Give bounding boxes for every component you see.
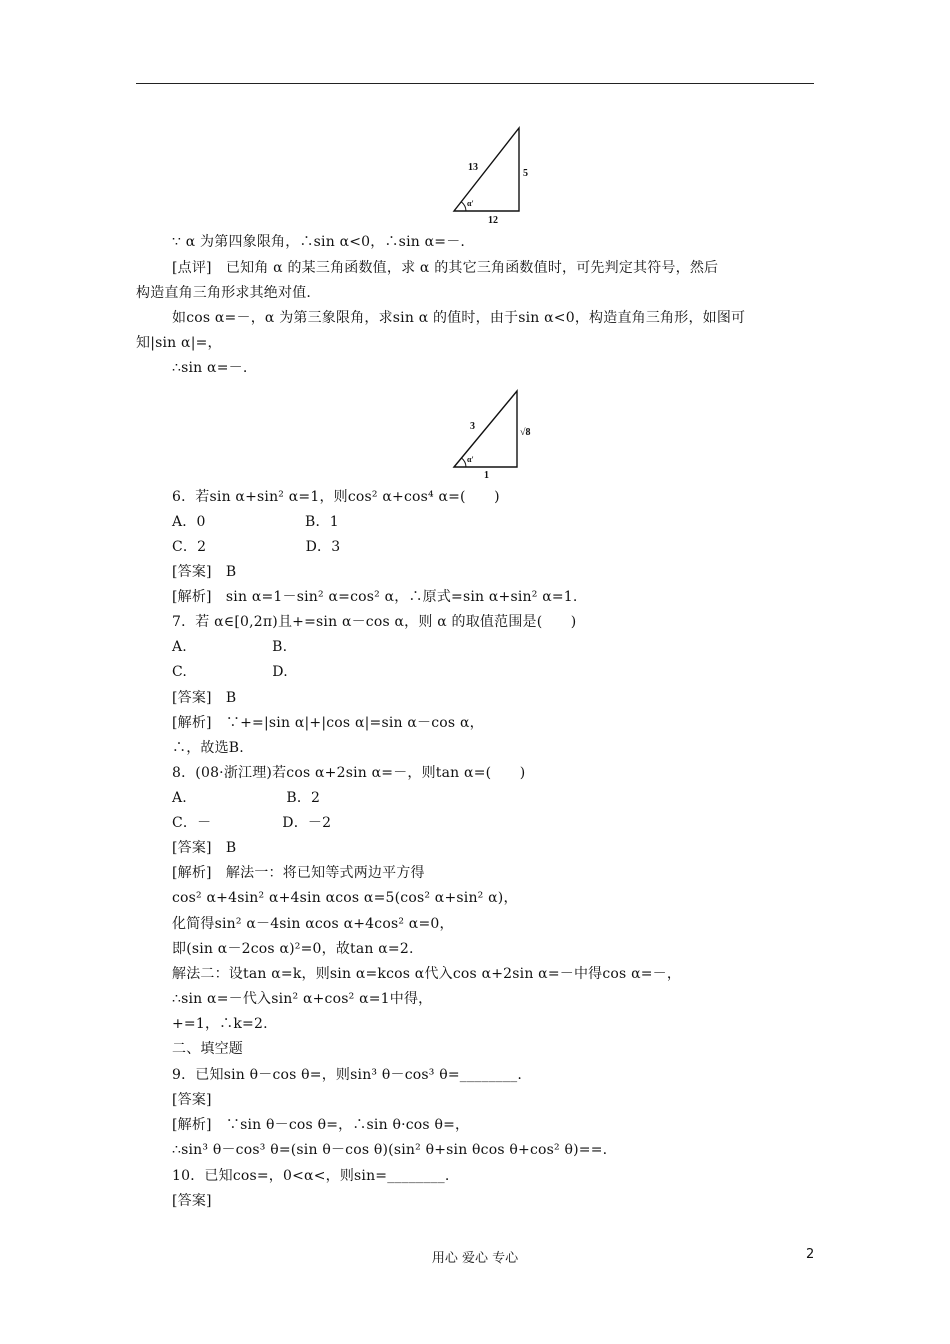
text-line: 8．(08·浙江理)若cos α+2sin α=－，则tan α=( ) xyxy=(172,765,526,781)
text-line: ∴sin α=－. xyxy=(172,360,248,376)
text-line: ∴sin³ θ－cos³ θ=(sin θ－cos θ)(sin² θ+sin θcos θ+cos² θ)==. xyxy=(172,1142,608,1158)
text-line: [解析] 解法一：将已知等式两边平方得 xyxy=(172,865,425,881)
text-line: C. D. xyxy=(172,664,288,680)
text-line: C．－ D．－2 xyxy=(172,815,332,831)
text-line: [答案] xyxy=(172,1092,212,1108)
text-line: A. B. xyxy=(172,639,288,655)
text-line: ∴sin α=－代入sin² α+cos² α=1中得， xyxy=(172,991,433,1007)
text-line: +=1，∴k=2. xyxy=(172,1016,268,1032)
text-line: ∵ α 为第四象限角，∴sin α<0，∴sin α=－. xyxy=(172,234,466,250)
text-line: [答案] xyxy=(172,1193,212,1209)
text-line: A. B．2 xyxy=(172,790,321,806)
text-line: 解法二：设tan α=k，则sin α=kcos α代入cos α+2sin α=－中得cos α=－， xyxy=(172,966,682,982)
fig1-adj-label: 12 xyxy=(488,215,498,226)
fig2-adj-label: 1 xyxy=(484,470,489,481)
text-line: [答案] B xyxy=(172,564,237,580)
triangle-figure-2 xyxy=(446,384,546,482)
text-line: 10．已知cos=，0<α<，则sin=________. xyxy=(172,1168,450,1184)
text-line: A．0 B．1 xyxy=(172,514,339,530)
text-line: 7．若 α∈[0,2π)且+=sin α－cos α，则 α 的取值范围是( ) xyxy=(172,614,577,630)
fig1-hyp-label: 13 xyxy=(468,162,478,173)
text-line: 构造直角三角形求其绝对值. xyxy=(136,285,312,301)
text-line: [解析] ∵+=|sin α|+|cos α|=sin α－cos α， xyxy=(172,715,484,731)
text-line: 如cos α=－，α 为第三象限角，求sin α 的值时，由于sin α<0，构造直角三角形，如图可 xyxy=(172,310,746,326)
text-line: 化简得sin² α－4sin αcos α+4cos² α=0， xyxy=(172,916,454,932)
text-line: cos² α+4sin² α+4sin αcos α=5(cos² α+sin² α)， xyxy=(172,890,518,906)
fig2-angle-label: α' xyxy=(467,455,474,464)
text-line: [解析] ∵sin θ－cos θ=，∴sin θ·cos θ=， xyxy=(172,1117,470,1133)
text-line: ∴，故选B. xyxy=(172,740,244,756)
text-line: [点评] 已知角 α 的某三角函数值，求 α 的其它三角函数值时，可先判定其符号，然后 xyxy=(172,260,719,276)
text-line: C．2 D．3 xyxy=(172,539,341,555)
fig1-opp-label: 5 xyxy=(523,168,528,179)
section-heading: 二、填空题 xyxy=(172,1041,243,1057)
page-number: 2 xyxy=(806,1247,815,1262)
text-line: [答案] B xyxy=(172,840,237,856)
fig1-angle-label: α' xyxy=(467,199,474,208)
page-footer: 用心 爱心 专心 xyxy=(431,1251,519,1266)
triangle-figure-1 xyxy=(446,122,536,226)
fig2-hyp-label: 3 xyxy=(470,421,475,432)
text-line: 即(sin α－2cos α)²=0，故tan α=2. xyxy=(172,941,414,957)
text-line: [答案] B xyxy=(172,690,237,706)
header-rule xyxy=(136,83,814,84)
text-line: [解析] sin α=1－sin² α=cos² α，∴原式=sin α+sin² α=1. xyxy=(172,589,578,605)
text-line: 9．已知sin θ－cos θ=，则sin³ θ－cos³ θ=________. xyxy=(172,1067,523,1083)
text-line: 6．若sin α+sin² α=1，则cos² α+cos⁴ α=( ) xyxy=(172,489,500,505)
fig2-opp-label: √8 xyxy=(520,427,531,438)
text-line: 知|sin α|=， xyxy=(136,335,222,351)
